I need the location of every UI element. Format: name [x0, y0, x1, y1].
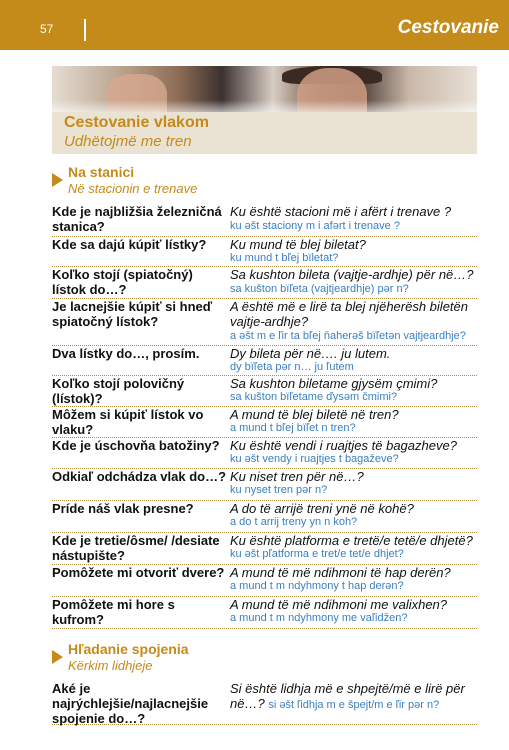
phrase-row: [52, 406, 477, 438]
phrase-albanian: A mund të më ndihmoni me valixhen?: [230, 597, 448, 612]
phrase-row: [52, 468, 477, 501]
phrase-slovak: Koľko stojí (spiatočný) lístok do…?: [52, 267, 193, 297]
phrase-slovak: Kde je najbližšia železničná stanica?: [52, 204, 222, 234]
page-number: 57: [40, 22, 54, 36]
phrase-row: [52, 596, 477, 629]
phrase-slovak: Koľko stojí polovičný (lístok)?: [52, 376, 185, 406]
phrase-slovak: Kde je úschovňa batožiny?: [52, 438, 220, 453]
chapter-title: Cestovanie: [397, 17, 499, 38]
phrase-slovak: Aké je najrýchlejšie/najlacnejšie spojenie do…?: [52, 681, 209, 726]
phrase-row: [52, 680, 477, 725]
phrase-pronunciation: a mund t bľej bïľet n tren?: [230, 422, 356, 434]
phrase-pronunciation: ku əšt vendy i ruajtjes t bagaževe?: [230, 453, 399, 465]
phrase-row: [52, 236, 477, 267]
phrase-row: [52, 345, 477, 376]
subheading-subtitle: Kërkim lidhjeje: [68, 658, 153, 673]
header-divider: [84, 19, 86, 41]
phrase-row: [52, 437, 477, 469]
phrase-row: [52, 532, 477, 565]
phrase-slovak: Príde náš vlak presne?: [52, 501, 194, 516]
phrase-albanian: Ku mund të blej biletat?: [230, 237, 366, 252]
phrase-row: [52, 564, 477, 597]
phrase-slovak: Môžem si kúpiť lístok vo vlaku?: [52, 407, 204, 437]
phrase-slovak: Kde je tretie/ôsme/ /desiate nástupište?: [52, 533, 220, 563]
subheading-subtitle: Në stacionin e trenave: [68, 181, 198, 196]
phrase-row: [52, 203, 477, 237]
phrase-row: [52, 500, 477, 533]
phrase-albanian: Dy bileta për në…. ju lutem.: [230, 346, 391, 361]
phrase-pronunciation: sa kušton bïľeta (vajtjeardhje) pər n?: [230, 283, 409, 295]
phrase-pronunciation: a do t arrij treny yn n koh?: [230, 516, 358, 528]
phrase-slovak: Odkiaľ odchádza vlak do…?: [52, 469, 227, 484]
phrase-albanian: Ku është platforma e tretë/e tetë/e dhjetë?: [230, 533, 473, 548]
phrase-pronunciation: ku əšt staciony m i afərt i trenave ?: [230, 220, 400, 232]
section-heading-box: [52, 112, 477, 154]
section-subtitle: Udhëtojmë me tren: [64, 133, 192, 150]
phrase-albanian: Ku është vendi i ruajtjes të bagazheve?: [230, 438, 457, 453]
phrase-pronunciation: ku əšt pľatforma e tret/e tet/e dhjet?: [230, 548, 404, 560]
phrase-slovak: Kde sa dajú kúpiť lístky?: [52, 237, 207, 252]
phrase-albanian: A mund të më ndihmoni të hap derën?: [230, 565, 451, 580]
phrase-albanian-text: Si është lidhja më e shpejtë/më e lirë për në…?: [230, 681, 465, 711]
phrase-albanian: A do të arrijë treni ynë në kohë?: [230, 501, 414, 516]
phrase-pronunciation: ku nyset tren pər n?: [230, 484, 328, 496]
phrase-row: [52, 375, 477, 407]
section-title: Cestovanie vlakom: [64, 114, 209, 131]
subheading-title: Hľadanie spojenia: [68, 641, 189, 657]
train-photo: [52, 66, 477, 112]
phrase-albanian: Sa kushton biletame gjysëm çmimi?: [230, 376, 438, 391]
phrase-albanian: Ku është stacioni më i afërt i trenave ?: [230, 204, 452, 219]
phrase-slovak: Pomôžete mi otvoriť dvere?: [52, 565, 225, 580]
phrase-pronunciation: a əšt m e ľir ta bľej ňaherəš bïľetən vajtjeardhje?: [230, 330, 466, 342]
phrase-albanian: A është më e lirë ta blej njëherësh biletën vajtje-ardhje?: [230, 299, 468, 329]
phrase-albanian: Ku niset tren për në…?: [230, 469, 364, 484]
phrase-row: [52, 298, 477, 346]
phrase-pronunciation: ku mund t bľej bïletat?: [230, 252, 339, 264]
subheading-title: Na stanici: [68, 164, 135, 180]
phrase-pronunciation: a mund t m ndyhmony t hap derən?: [230, 580, 404, 592]
phrase-pronunciation: dy bïľeta pər n… ju ľutem: [230, 361, 354, 373]
page-header: [0, 0, 509, 50]
arrow-right-icon: [52, 650, 63, 664]
phrase-pronunciation: sa kušton bïľetame ďysəm čmimi?: [230, 391, 398, 403]
phrase-albanian: Sa kushton bileta (vajtje-ardhje) për në…?: [230, 267, 474, 282]
arrow-right-icon: [52, 173, 63, 187]
phrase-slovak: Dva lístky do…, prosím.: [52, 346, 200, 361]
phrase-pronunciation: si əšt ľidhja m e špejt/m e ľir pər n?: [268, 699, 440, 711]
phrase-row: [52, 266, 477, 299]
phrase-albanian: A mund të blej biletë në tren?: [230, 407, 399, 422]
phrase-slovak: Je lacnejšie kúpiť si hneď spiatočný lístok?: [52, 299, 213, 329]
phrase-albanian: [230, 681, 480, 713]
phrase-slovak: Pomôžete mi hore s kufrom?: [52, 597, 175, 627]
phrase-pronunciation: a mund t m ndyhmony me vaľidžen?: [230, 612, 408, 624]
